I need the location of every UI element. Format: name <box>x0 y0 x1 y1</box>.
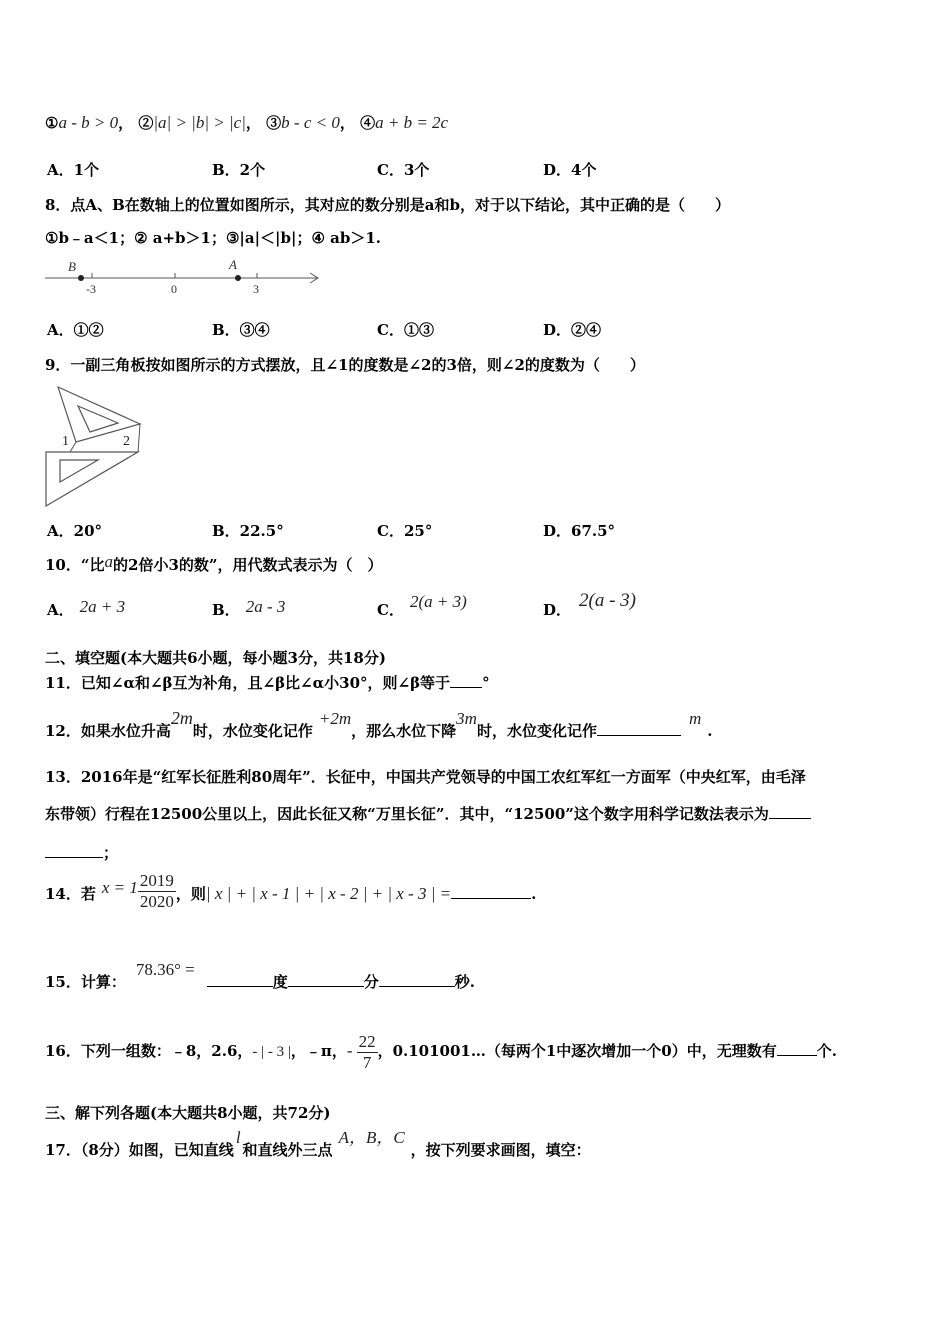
q13-answer-blank-a[interactable] <box>769 804 811 819</box>
q12-answer-blank[interactable] <box>597 721 681 736</box>
q10-option-b[interactable] <box>212 597 286 620</box>
q8-tick-neg3: -3 <box>86 282 96 296</box>
q10-option-c-expr: 2(a + 3) <box>409 592 467 611</box>
q16-neg-sign: - <box>346 1041 353 1060</box>
q10-option-d[interactable] <box>543 590 636 620</box>
q16-part3: ，0.101001…（每两个1中逐次增加一个0）中，无理数有 <box>377 1042 777 1060</box>
q14-abs-expr: | x | + | x - 1 | + | x - 2 | + | x - 3 | = <box>205 884 452 903</box>
q14-fraction-num: 2019 <box>139 870 174 890</box>
q12-tail: . <box>707 722 713 740</box>
q7-option-d[interactable]: D．4个 <box>543 161 597 179</box>
q8-tick-0: 0 <box>171 282 177 296</box>
q15-sec-unit: 秒. <box>454 973 476 991</box>
q13-line3 <box>45 843 118 863</box>
q11-text: 11．已知∠α和∠β互为补角，且∠β比∠α小30°，则∠β等于 <box>45 674 451 692</box>
q10-option-c-label: C． <box>377 601 404 619</box>
q16-part1: 16．下列一组数：﹣8，2.6， <box>45 1042 253 1060</box>
q16-answer-blank[interactable] <box>777 1041 817 1056</box>
q15-deg-unit: 度 <box>272 973 288 991</box>
q7-cond2: |a| > |b| > |c| <box>153 113 246 132</box>
q8-option-b[interactable]: B．③④ <box>212 321 270 339</box>
q7-cond4: a + b = 2c <box>375 113 449 132</box>
q17-part1: 17．（8分）如图，已知直线 <box>45 1141 234 1159</box>
q10-option-b-expr: 2a - 3 <box>245 597 286 616</box>
q15-expr: 78.36° = <box>135 960 195 979</box>
q8-stem: 8．点A、B在数轴上的位置如图所示，其对应的数分别是a和b，对于以下结论，其中正确的是（ ） <box>45 196 730 214</box>
q16-fraction-den: 7 <box>362 1052 372 1072</box>
q10-option-a-expr: 2a + 3 <box>79 597 126 616</box>
q16-part2: ，﹣π， <box>290 1042 347 1060</box>
q9-angle2-label: 2 <box>123 434 130 449</box>
q12-expr-2m: 2m <box>170 708 193 728</box>
q13-line1: 13．2016年是“红军长征胜利80周年”．长征中，中国共产党领导的中国工农红军红一方面军（中央红军，由毛泽 <box>45 768 806 786</box>
q9-triangle-upper-inner <box>78 406 118 432</box>
q8-point-b <box>78 275 84 281</box>
q16-fraction-num: 22 <box>358 1031 376 1051</box>
q10-option-d-label: D． <box>543 601 572 619</box>
q13-tail: ； <box>103 844 119 862</box>
q9-option-d[interactable]: D．67.5° <box>543 522 616 540</box>
q8-label-a: A <box>229 258 237 272</box>
q15-deg-blank[interactable] <box>207 972 273 987</box>
q11 <box>45 673 490 693</box>
q9-angle1-label: 1 <box>62 434 69 449</box>
q10-stem <box>45 552 383 575</box>
q11-answer-blank[interactable] <box>450 673 482 688</box>
q8-label-b: B <box>68 259 76 274</box>
q12 <box>45 708 713 741</box>
q8-option-d[interactable]: D．②④ <box>543 321 602 339</box>
q16-abs-expr: - | - 3 | <box>252 1044 291 1060</box>
q10-stem-post: 的2倍小3的数”，用代数式表示为（ ） <box>113 556 383 574</box>
q8-option-c[interactable]: C．①③ <box>377 321 434 339</box>
q9-triangle-figure <box>40 382 150 512</box>
q12-part4: 时，水位变化记作 <box>476 722 597 740</box>
q12-part2: 时，水位变化记作 <box>192 722 313 740</box>
q17-points-abc: A，B，C <box>338 1128 405 1147</box>
q17-part3: ，按下列要求画图，填空： <box>410 1141 591 1159</box>
q14-answer-blank[interactable] <box>451 884 531 899</box>
q10-option-a-label: A． <box>47 601 74 619</box>
q12-unit-m: m <box>688 709 702 728</box>
q15-min-blank[interactable] <box>288 972 364 987</box>
q7-cond1-mark: ① <box>45 114 59 132</box>
q17-part2: 和直线外三点 <box>242 1141 333 1159</box>
q10-option-a[interactable] <box>47 597 126 620</box>
q17 <box>45 1128 591 1160</box>
section2-heading: 二、填空题(本大题共6小题，每小题3分，共18分) <box>45 649 386 667</box>
q14-fraction <box>138 871 176 912</box>
q7-cond2-mark: ② <box>138 114 154 132</box>
q16 <box>45 1020 837 1083</box>
q9-option-a[interactable]: A．20° <box>47 522 103 540</box>
q8-tick-3: 3 <box>253 282 259 296</box>
q12-expr-3m: 3m <box>456 709 477 728</box>
q7-conditions <box>45 113 448 133</box>
q14-fraction-den: 2020 <box>139 891 174 911</box>
q15-min-unit: 分 <box>363 973 379 991</box>
q12-part3: ，那么水位下降 <box>351 722 457 740</box>
q10-option-d-expr: 2(a - 3) <box>579 590 636 611</box>
q8-number-line <box>42 258 332 298</box>
q14-tail: . <box>531 885 537 903</box>
q9-stem: 9．一副三角板按如图所示的方式摆放，且∠1的度数是∠2的3倍，则∠2的度数为（ ） <box>45 356 645 374</box>
q12-part1: 12．如果水位升高 <box>45 722 171 740</box>
q14 <box>45 870 537 916</box>
q7-cond3-mark: ③ <box>266 114 282 132</box>
q7-cond1: a - b > 0 <box>58 113 119 132</box>
q13-answer-blank-b[interactable] <box>45 843 103 858</box>
q7-option-c[interactable]: C．3个 <box>377 161 430 179</box>
q7-sep2: ， <box>245 114 261 132</box>
q17-line-l: l <box>235 1128 241 1147</box>
q15-sec-blank[interactable] <box>379 972 455 987</box>
q9-option-b[interactable]: B．22.5° <box>212 522 284 540</box>
q14-x-equals: x = 1 <box>101 878 138 897</box>
q10-option-b-label: B． <box>212 601 240 619</box>
q7-option-a[interactable]: A．1个 <box>47 161 100 179</box>
q7-option-b[interactable]: B．2个 <box>212 161 266 179</box>
q12-expr-plus2m: +2m <box>318 709 352 728</box>
q8-option-a[interactable]: A．①② <box>47 321 104 339</box>
q13-line2 <box>45 804 811 824</box>
q8-conclusions: ①b﹣a＜1；② a+b＞1；③|a|＜|b|；④ ab＞1. <box>45 229 381 247</box>
q7-sep3: ， <box>339 114 355 132</box>
q9-option-c[interactable]: C．25° <box>377 522 433 540</box>
q16-fraction <box>357 1032 378 1073</box>
q8-point-a <box>235 275 241 281</box>
q7-cond3: b - c < 0 <box>281 113 340 132</box>
q10-var-a: a <box>104 552 114 571</box>
section3-heading: 三、解下列各题(本大题共8小题，共72分) <box>45 1104 331 1122</box>
q13-line2-text: 东带领）行程在12500公里以上，因此长征又称“万里长征”．其中，“12500”这个数字用科学记数法表示为 <box>45 805 769 823</box>
q7-cond4-mark: ④ <box>360 114 376 132</box>
q11-tail: ° <box>482 674 490 692</box>
q14-label: 14．若 <box>45 885 96 903</box>
q15 <box>45 960 476 992</box>
q15-label: 15．计算： <box>45 973 126 991</box>
q14-part2: ，则 <box>175 885 206 903</box>
q7-sep1: ， <box>118 114 134 132</box>
q10-stem-pre: 10．“比 <box>45 556 105 574</box>
q16-tail: 个. <box>816 1042 837 1060</box>
q10-option-c[interactable] <box>377 592 467 620</box>
